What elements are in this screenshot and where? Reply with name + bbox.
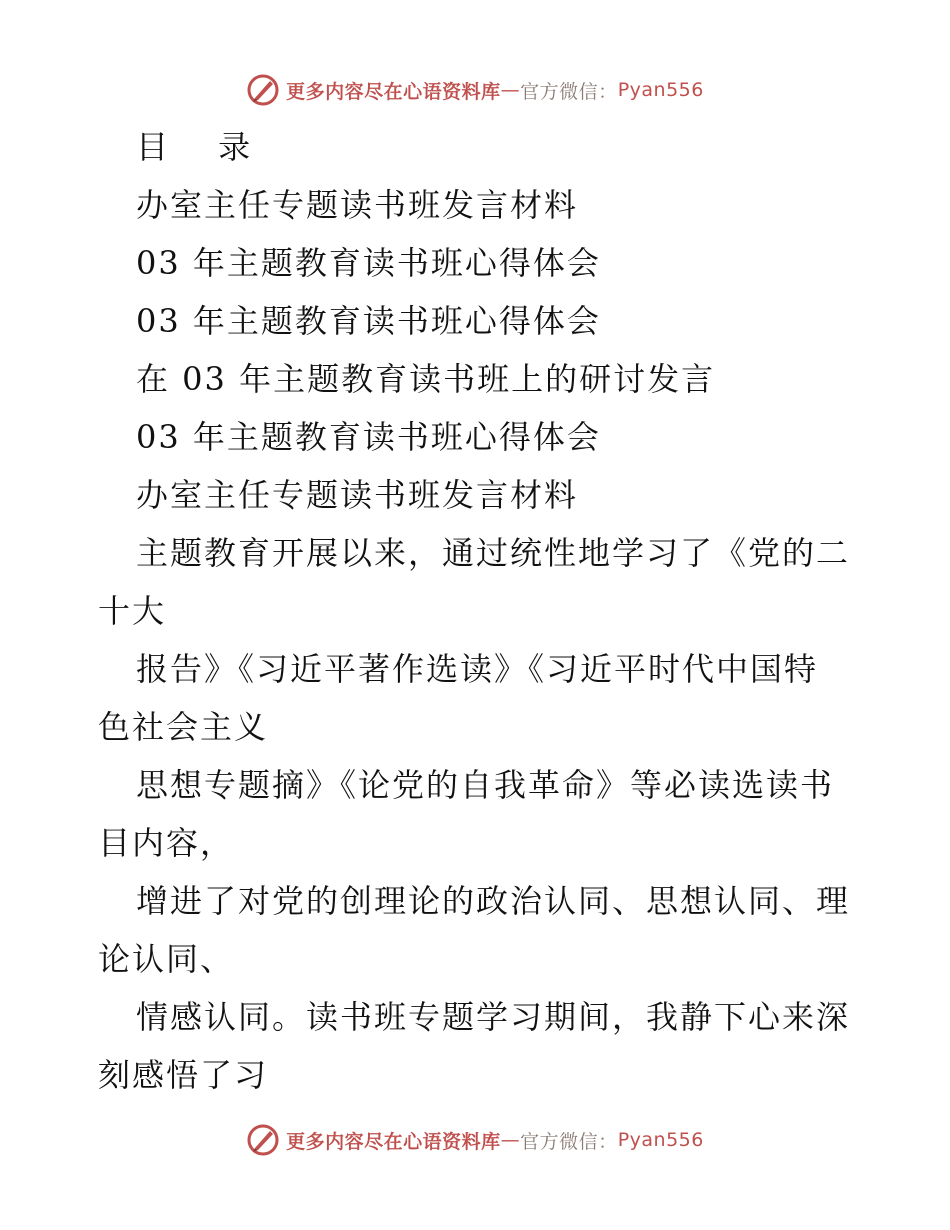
- article-line: 论认同、: [98, 940, 235, 978]
- watermark-wechat-id: Pyan556: [617, 79, 704, 101]
- article-line: 刻感悟了习: [98, 1056, 269, 1094]
- document-body: [98, 118, 858, 1104]
- watermark-wechat-label: 官方微信：: [520, 1130, 618, 1153]
- article-line: 思想专题摘》《论党的自我革命》等必读选读书: [136, 766, 835, 804]
- article-heading: 办室主任专题读书班发言材料: [136, 476, 579, 514]
- toc-item: 办室主任专题读书班发言材料: [136, 186, 579, 224]
- quill-pen-logo-icon: [246, 73, 280, 107]
- watermark-wechat-id: Pyan556: [617, 1129, 704, 1151]
- header-watermark: [0, 70, 950, 110]
- article-line: 情感认同。读书班专题学习期间，我静下心来深: [136, 998, 851, 1036]
- article-line: 色社会主义: [98, 708, 269, 746]
- article-line: 目内容，: [98, 824, 235, 862]
- footer-watermark: [0, 1120, 950, 1160]
- toc-item: 03 年主题教育读书班心得体会: [136, 418, 601, 456]
- watermark-brand: 更多内容尽在心语资料库: [286, 1130, 501, 1153]
- watermark-dash: —: [500, 1129, 521, 1151]
- quill-pen-logo-icon: [246, 1123, 280, 1157]
- article-line: 报告》《习近平著作选读》《习近平时代中国特: [136, 650, 819, 688]
- article-line: 主题教育开展以来，通过统性地学习了《党的二: [136, 534, 851, 572]
- article-line: 十大: [98, 592, 167, 630]
- article-line: 增进了对党的创理论的政治认同、思想认同、理: [136, 882, 851, 920]
- watermark-dash: —: [500, 79, 521, 101]
- watermark-wechat-label: 官方微信：: [520, 80, 618, 103]
- watermark-brand: 更多内容尽在心语资料库: [286, 80, 501, 103]
- toc-title: 目 录: [136, 128, 271, 166]
- toc-item: 03 年主题教育读书班心得体会: [136, 244, 601, 282]
- toc-item: 03 年主题教育读书班心得体会: [136, 302, 601, 340]
- toc-item: 在 03 年主题教育读书班上的研讨发言: [136, 360, 716, 398]
